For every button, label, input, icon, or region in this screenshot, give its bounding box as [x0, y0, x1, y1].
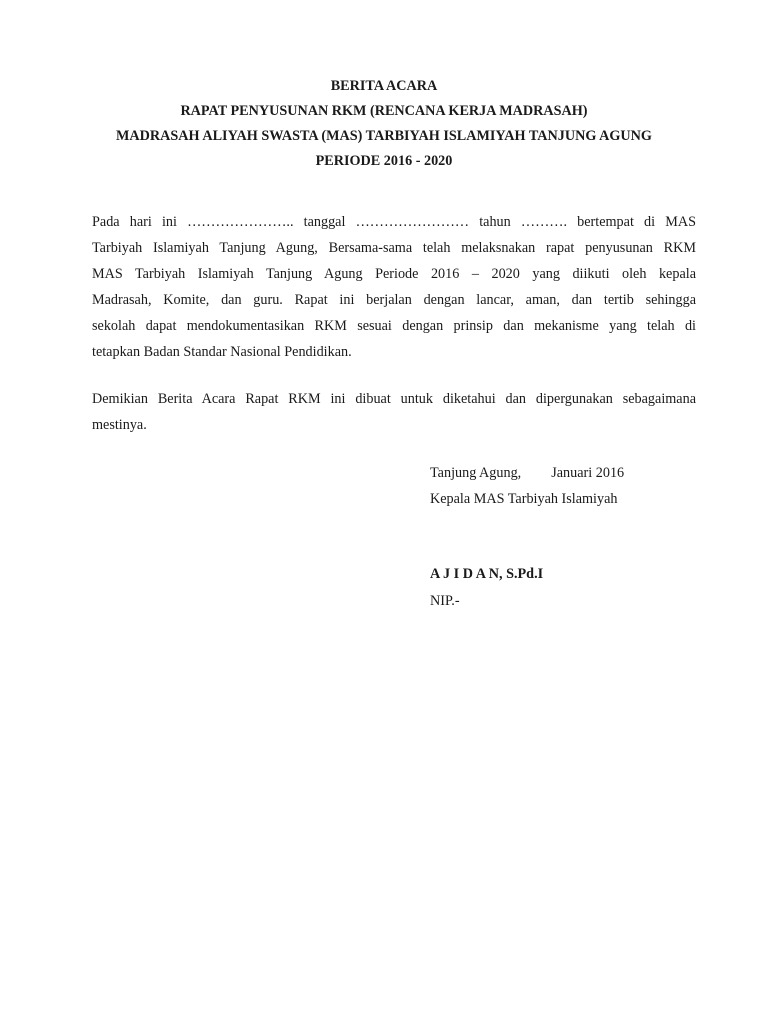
closing-line-1: Demikian Berita Acara Rapat RKM ini dibuat untuk diketahui dan dipergunakan sebagaimana: [92, 391, 696, 407]
opening-line-5: sekolah dapat mendokumentasikan RKM sesuai dengan prinsip dan mekanisme yang telah di: [92, 318, 696, 334]
closing-paragraph: [92, 386, 696, 438]
signature-month: Januari 2016: [551, 465, 625, 481]
document-heading: [60, 74, 708, 174]
opening-line-4: Madrasah, Komite, dan guru. Rapat ini berjalan dengan lancar, aman, dan tertib sehingga: [92, 292, 696, 308]
opening-line-2: Tarbiyah Islamiyah Tanjung Agung, Bersama-sama telah melaksnakan rapat penyusunan RKM: [92, 240, 696, 256]
signature-place-date: [430, 460, 624, 486]
signature-place: Tanjung Agung,: [430, 465, 522, 481]
opening-line-3: MAS Tarbiyah Islamiyah Tanjung Agung Periode 2016 – 2020 yang diikuti oleh kepala: [92, 266, 696, 282]
heading-line-2: RAPAT PENYUSUNAN RKM (RENCANA KERJA MADRASAH): [180, 103, 588, 119]
signature-nip: NIP.-: [430, 593, 460, 609]
opening-line-1: Pada hari ini ………………….. tanggal …………………… tahun ………. bertempat di MAS: [92, 214, 696, 230]
signature-title: Kepala MAS Tarbiyah Islamiyah: [430, 491, 618, 507]
closing-line-2: mestinya.: [92, 417, 147, 433]
opening-paragraph: [92, 209, 696, 365]
heading-line-4: PERIODE 2016 - 2020: [315, 153, 453, 169]
opening-line-6: tetapkan Badan Standar Nasional Pendidikan.: [92, 344, 352, 360]
heading-line-3: MADRASAH ALIYAH SWASTA (MAS) TARBIYAH ISLAMIYAH TANJUNG AGUNG: [116, 128, 652, 144]
heading-line-1: BERITA ACARA: [330, 78, 438, 94]
signature-name: A J I D A N, S.Pd.I: [430, 566, 544, 582]
